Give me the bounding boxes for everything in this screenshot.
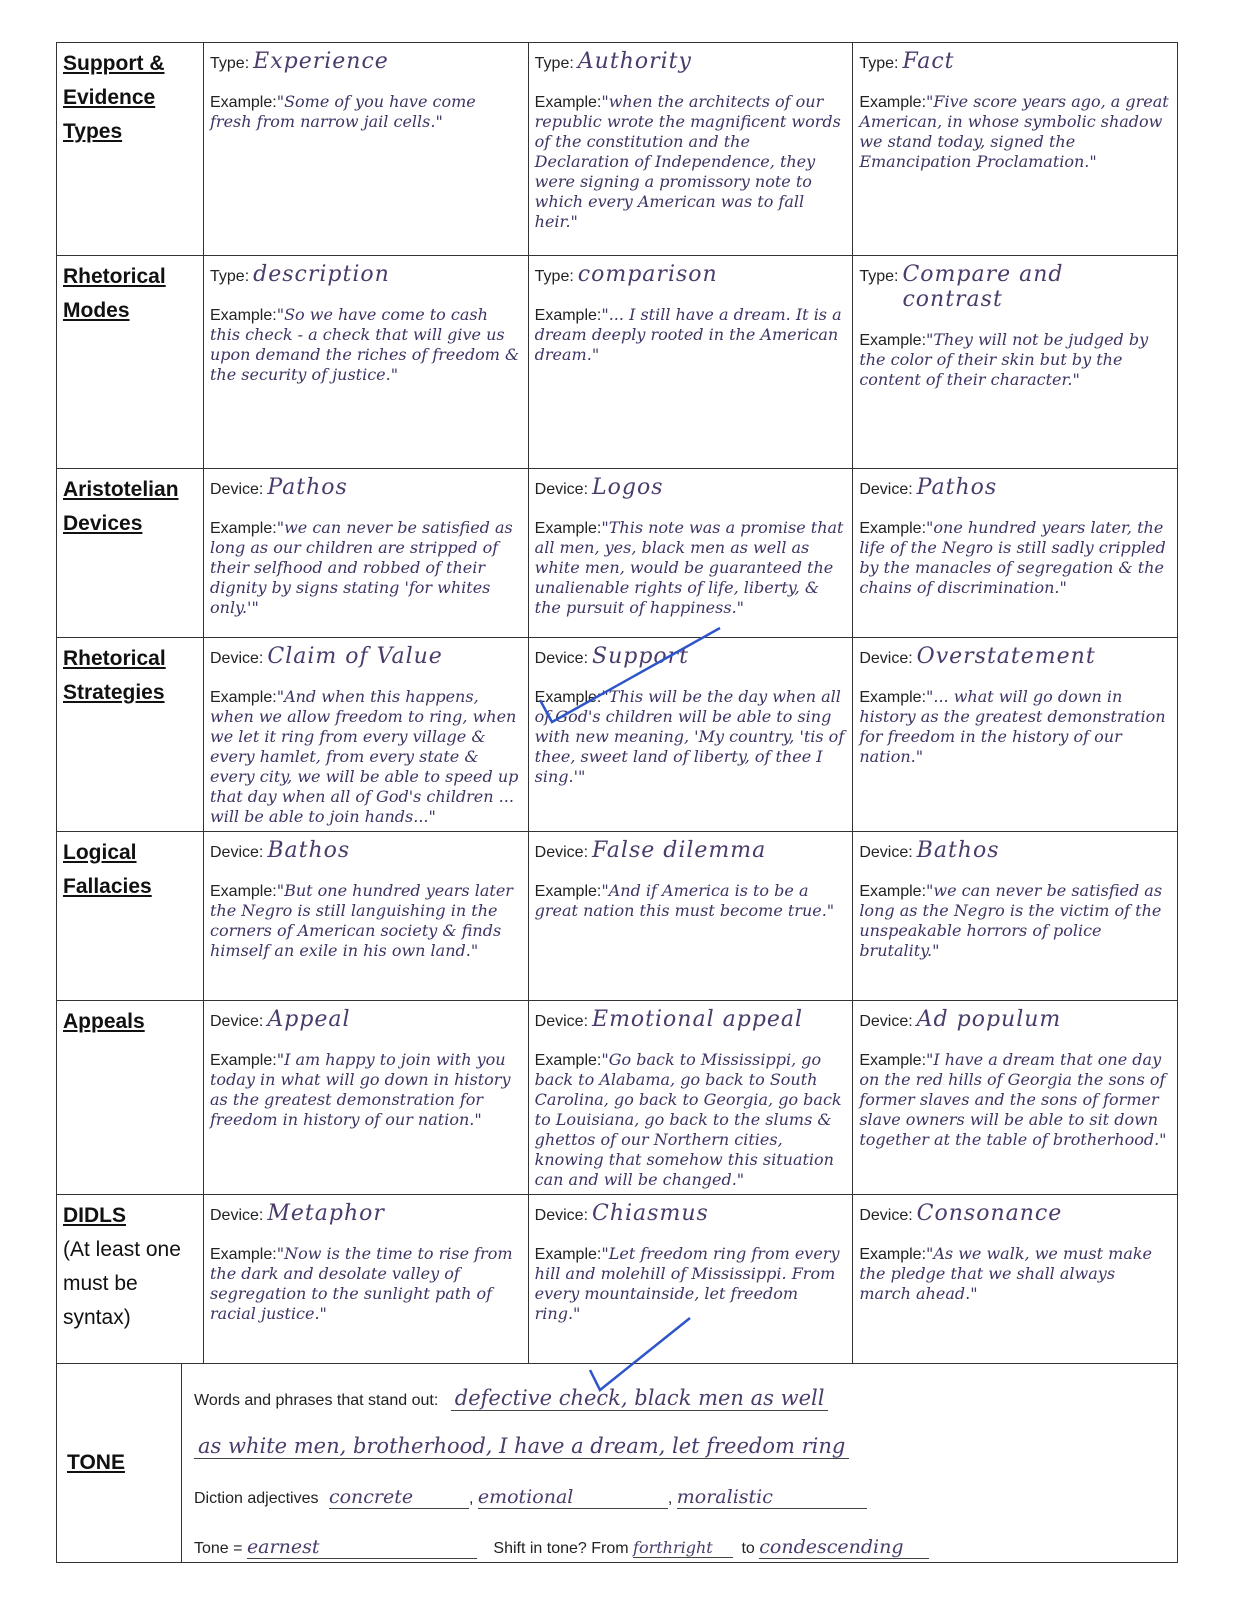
example-label: Example: <box>859 1052 927 1069</box>
tone-table <box>56 1363 1178 1563</box>
row-header <box>57 1195 204 1364</box>
example-line <box>859 687 1171 767</box>
example-label: Example: <box>859 1246 927 1263</box>
type-line <box>859 1007 1171 1032</box>
type-label: Device: <box>534 650 589 667</box>
tone-header: TONE <box>57 1363 182 1562</box>
row-subheader-line: must be <box>63 1272 138 1295</box>
example-text: "... I still have a dream. It is a dream deeply rooted in the American dream." <box>534 305 842 364</box>
example-label: Example: <box>859 689 927 706</box>
type-line <box>535 49 847 74</box>
type-value: Compare and contrast <box>902 262 1064 312</box>
row-header-line: Rhetorical <box>63 647 166 670</box>
table-row <box>57 1001 1178 1195</box>
example-text: "Now is the time to rise from the dark and desolate valley of segregation to the sunlight path of racial justice." <box>210 1244 513 1323</box>
type-line <box>535 644 847 669</box>
example-label: Example: <box>534 883 602 900</box>
example-line <box>535 881 847 921</box>
row-header-line: Modes <box>63 299 130 322</box>
example-label: Example: <box>534 1246 602 1263</box>
row-header-line: DIDLS <box>63 1204 126 1227</box>
tone-line <box>194 1536 929 1559</box>
example-label: Example: <box>210 1052 277 1069</box>
type-label: Type: <box>534 55 574 72</box>
example-label: Example: <box>210 307 277 324</box>
row-header-line: Support & <box>63 52 165 75</box>
answer-cell <box>528 638 853 832</box>
row-header <box>57 43 204 256</box>
answer-cell <box>853 43 1178 256</box>
example-text: "... what will go down in history as the greatest demonstration for freedom in the history of our nation." <box>859 687 1166 766</box>
row-subheader-line: syntax) <box>63 1306 131 1329</box>
shift-to: condescending <box>759 1536 929 1559</box>
diction-value-2: emotional <box>478 1486 668 1509</box>
answer-cell <box>853 1001 1178 1195</box>
example-text: "I am happy to join with you today in what will go down in history as the greatest demonstration for freedom in history of our nation." <box>210 1050 511 1129</box>
example-line <box>210 305 522 385</box>
type-label: Device: <box>210 844 264 861</box>
example-label: Example: <box>534 1052 602 1069</box>
type-value: Overstatement <box>916 644 1096 669</box>
row-header <box>57 256 204 469</box>
example-text: "So we have come to cash this check - a check that will give us upon demand the riches of freedom & the security of justice." <box>210 305 520 384</box>
type-value: Ad populum <box>916 1007 1062 1032</box>
tone-value: earnest <box>247 1536 477 1559</box>
answer-cell <box>853 256 1178 469</box>
example-text: "But one hundred years later the Negro is still languishing in the corners of American society & finds himself an exile in his own land." <box>210 881 513 960</box>
type-line <box>535 838 847 863</box>
answer-cell <box>204 1195 529 1364</box>
example-text: "This note was a promise that all men, yes, black men as well as white men, would be guaranteed the unalienable rights of life, liberty, & the pursuit of happiness." <box>534 518 844 617</box>
example-label: Example: <box>210 520 277 537</box>
answer-cell <box>528 43 853 256</box>
answer-cell <box>204 638 529 832</box>
type-line <box>859 49 1171 74</box>
example-line <box>859 1050 1171 1150</box>
example-text: "And if America is to be a great nation this must become true." <box>534 881 835 920</box>
example-line <box>535 518 847 618</box>
row-header-line: Devices <box>63 512 143 535</box>
answer-cell <box>204 832 529 1001</box>
example-label: Example: <box>210 689 277 706</box>
example-label: Example: <box>534 520 602 537</box>
type-value: Pathos <box>916 475 998 500</box>
example-line <box>535 1244 847 1324</box>
diction-line <box>194 1486 867 1509</box>
example-text: "one hundred years later, the life of the Negro is still sadly crippled by the manacles of segregation & the chains of discrimination." <box>859 518 1166 597</box>
type-line <box>210 1007 522 1032</box>
type-label: Device: <box>534 481 589 498</box>
words-value-1: defective check, black men as well <box>451 1386 829 1411</box>
table-row <box>57 832 1178 1001</box>
diction-value-1: concrete <box>329 1486 469 1509</box>
type-label: Device: <box>534 1013 589 1030</box>
answer-cell <box>204 469 529 638</box>
type-value: comparison <box>577 262 718 287</box>
type-line <box>210 644 522 669</box>
type-value: Pathos <box>267 475 348 500</box>
example-text: "we can never be satisfied as long as the Negro is the victim of the unspeakable horrors of police brutality." <box>859 881 1163 960</box>
example-line <box>210 92 522 132</box>
example-line <box>210 687 522 827</box>
type-label: Device: <box>210 650 264 667</box>
example-label: Example: <box>210 94 277 111</box>
example-text: "when the architects of our republic wrote the magnificent words of the constitution and the Declaration of Independence, they were signing a promissory note to which every American was to fall heir." <box>534 92 841 231</box>
row-header-line: Appeals <box>63 1010 145 1033</box>
type-line <box>210 838 522 863</box>
shift-from: forthright <box>633 1538 733 1558</box>
example-text: "As we walk, we must make the pledge that we shall always march ahead." <box>859 1244 1153 1303</box>
type-label: Type: <box>210 268 250 285</box>
type-label: Device: <box>859 1013 913 1030</box>
answer-cell <box>204 1001 529 1195</box>
worksheet <box>56 42 1178 1558</box>
example-text: "I have a dream that one day on the red hills of Georgia the sons of former slaves and the sons of former slave owners will be able to sit down together at the table of brotherhood." <box>859 1050 1167 1149</box>
example-label: Example: <box>210 883 277 900</box>
table-row <box>57 43 1178 256</box>
type-line <box>210 1201 522 1226</box>
type-line <box>859 644 1171 669</box>
type-value: Chiasmus <box>592 1201 709 1226</box>
type-label: Type: <box>859 268 899 285</box>
type-label: Device: <box>210 1013 264 1030</box>
type-line <box>859 1201 1171 1226</box>
example-text: "This will be the day when all of God's children will be able to sing with new meaning, 'My country, 'tis of thee, sweet land of liberty, of thee I sing.'" <box>534 687 845 786</box>
type-line <box>535 475 847 500</box>
example-label: Example: <box>534 689 602 706</box>
example-line <box>535 92 847 232</box>
type-value: Metaphor <box>267 1201 385 1226</box>
example-label: Example: <box>859 94 927 111</box>
row-header <box>57 1001 204 1195</box>
type-value: Support <box>592 644 690 669</box>
answer-cell <box>853 832 1178 1001</box>
type-label: Device: <box>859 1207 913 1224</box>
type-value: description <box>253 262 390 287</box>
example-line <box>859 518 1171 598</box>
type-value: Emotional appeal <box>592 1007 804 1032</box>
type-line <box>859 262 1171 312</box>
diction-label: Diction adjectives <box>194 1489 319 1507</box>
type-label: Device: <box>534 1207 589 1224</box>
example-label: Example: <box>859 332 927 349</box>
type-value: Appeal <box>267 1007 351 1032</box>
type-label: Device: <box>210 1207 264 1224</box>
answer-cell <box>528 1001 853 1195</box>
words-line-2 <box>194 1434 849 1458</box>
shift-to-label: to <box>741 1539 755 1557</box>
type-line <box>535 1201 847 1226</box>
type-label: Device: <box>210 481 264 498</box>
row-header-line: Aristotelian <box>63 478 179 501</box>
comma-2: , <box>667 1489 673 1507</box>
type-value: Claim of Value <box>267 644 443 669</box>
row-header-line: Rhetorical <box>63 265 166 288</box>
type-line <box>535 1007 847 1032</box>
type-line <box>210 475 522 500</box>
row-header <box>57 638 204 832</box>
example-line <box>859 92 1171 172</box>
example-text: "Five score years ago, a great American, in whose symbolic shadow we stand today, signed the Emancipation Proclamation." <box>859 92 1169 171</box>
row-subheader-line: (At least one <box>63 1238 181 1261</box>
type-label: Device: <box>859 481 913 498</box>
analysis-table <box>56 42 1178 1364</box>
answer-cell <box>853 469 1178 638</box>
table-row <box>57 1195 1178 1364</box>
type-line <box>535 262 847 287</box>
tone-label: Tone = <box>194 1539 243 1557</box>
example-line <box>210 881 522 961</box>
row-header-line: Logical <box>63 841 137 864</box>
row-header-line: Evidence <box>63 86 156 109</box>
example-text: "They will not be judged by the color of their skin but by the content of their character." <box>859 330 1149 389</box>
example-line <box>535 305 847 365</box>
type-label: Device: <box>534 844 589 861</box>
answer-cell <box>528 832 853 1001</box>
table-row <box>57 638 1178 832</box>
row-header-line: Fallacies <box>63 875 152 898</box>
table-row <box>57 256 1178 469</box>
example-label: Example: <box>859 520 927 537</box>
type-value: False dilemma <box>592 838 767 863</box>
example-text: "Some of you have come fresh from narrow jail cells." <box>210 92 476 131</box>
type-line <box>210 49 522 74</box>
example-label: Example: <box>859 883 927 900</box>
example-line <box>535 687 847 787</box>
type-line <box>210 262 522 287</box>
answer-cell <box>528 256 853 469</box>
type-label: Device: <box>859 844 913 861</box>
answer-cell <box>853 638 1178 832</box>
type-label: Device: <box>859 650 913 667</box>
words-label: Words and phrases that stand out: <box>194 1391 439 1409</box>
example-line <box>859 1244 1171 1304</box>
diction-value-3: moralistic <box>677 1486 867 1509</box>
type-label: Type: <box>859 55 899 72</box>
type-label: Type: <box>534 268 574 285</box>
example-line <box>535 1050 847 1190</box>
answer-cell <box>853 1195 1178 1364</box>
answer-cell <box>528 1195 853 1364</box>
table-row <box>57 469 1178 638</box>
answer-cell <box>204 43 529 256</box>
row-header <box>57 469 204 638</box>
words-line <box>194 1386 828 1410</box>
example-line <box>859 881 1171 961</box>
type-value: Logos <box>592 475 664 500</box>
answer-cell <box>528 469 853 638</box>
example-text: "Let freedom ring from every hill and molehill of Mississippi. From every mountainside, let freedom ring." <box>534 1244 840 1323</box>
type-value: Authority <box>577 49 692 74</box>
type-value: Bathos <box>916 838 1000 863</box>
type-value: Experience <box>253 49 389 74</box>
tone-section <box>182 1363 1178 1562</box>
example-text: "And when this happens, when we allow freedom to ring, when we let it ring from every village & every hamlet, from every state & every city, we will be able to speed up that day when all of God's children ... will be able to join hands..." <box>210 687 519 826</box>
row-header <box>57 832 204 1001</box>
example-label: Example: <box>534 94 602 111</box>
row-header-line: Strategies <box>63 681 165 704</box>
example-label: Example: <box>534 307 602 324</box>
example-text: "we can never be satisfied as long as our children are stripped of their selfhood and robbed of their dignity by signs stating 'for whites only.'" <box>210 518 513 617</box>
example-line <box>859 330 1171 390</box>
type-line <box>859 838 1171 863</box>
example-line <box>210 1244 522 1324</box>
type-value: Fact <box>902 49 955 74</box>
type-value: Bathos <box>267 838 351 863</box>
answer-cell <box>204 256 529 469</box>
shift-label: Shift in tone? From <box>493 1539 629 1557</box>
row-header-line: Types <box>63 120 123 143</box>
type-value: Consonance <box>916 1201 1063 1226</box>
example-line <box>210 1050 522 1130</box>
type-line <box>859 475 1171 500</box>
type-label: Type: <box>210 55 250 72</box>
example-text: "Go back to Mississippi, go back to Alabama, go back to South Carolina, go back to Georgia, go back to Louisiana, go back to the slums & ghettos of our Northern cities, knowing that somehow this situation can and will be changed." <box>534 1050 842 1189</box>
example-line <box>210 518 522 618</box>
example-label: Example: <box>210 1246 277 1263</box>
comma-1: , <box>468 1489 474 1507</box>
words-value-2: as white men, brotherhood, I have a dream, let freedom ring <box>194 1434 849 1459</box>
